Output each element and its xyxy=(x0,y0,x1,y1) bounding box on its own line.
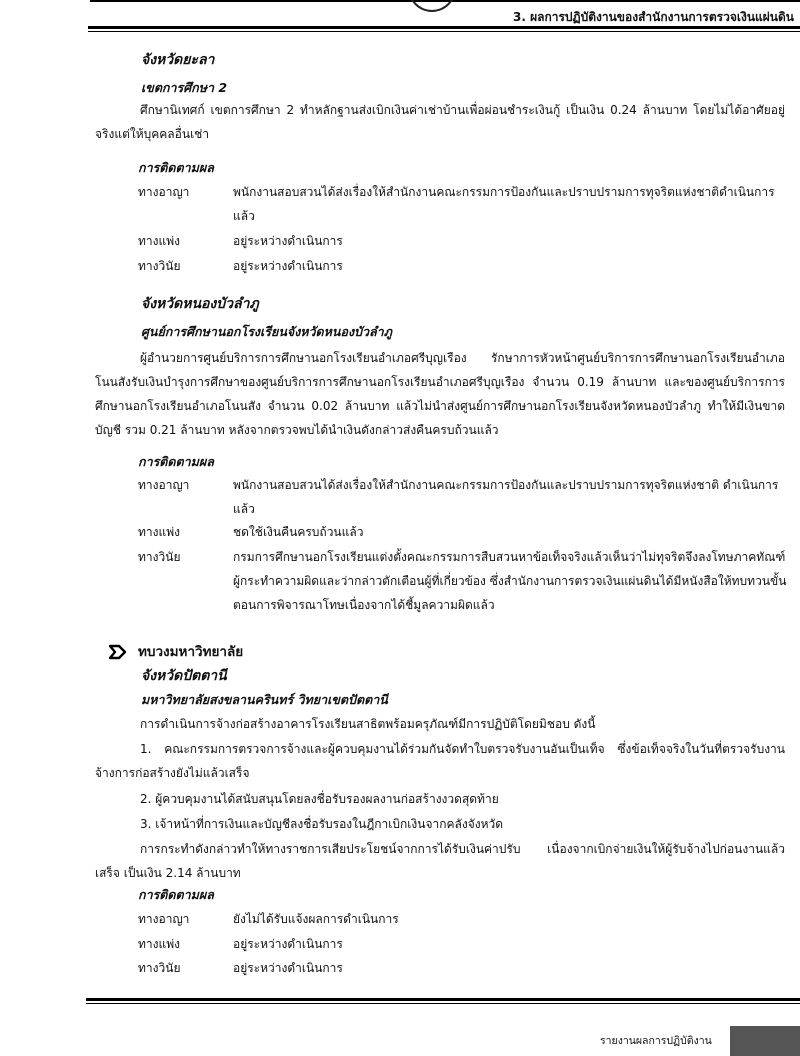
followup-heading-yala: การติดตามผล xyxy=(138,160,214,175)
followup-heading-nongbua: การติดตามผล xyxy=(138,454,214,469)
followup-value: พนักงานสอบสวนได้ส่งเรื่องให้สำนักงานคณะกรรมการป้องกันและปราบปรามการทุจริตแห่งชาติดำเนินการแล้ว xyxy=(233,185,775,223)
unit-heading-nongbua: ศูนย์การศึกษานอกโรงเรียนจังหวัดหนองบัวลำภู xyxy=(141,324,392,339)
province-heading-pattani: จังหวัดปัตตานี xyxy=(141,668,227,684)
section-heading-university-affairs xyxy=(108,640,243,664)
followup-item-disciplinary xyxy=(138,254,788,278)
followup-label: ทางแพ่ง xyxy=(138,525,181,539)
followup-label: ทางอาญา xyxy=(138,478,190,492)
header-rule xyxy=(88,26,800,29)
followup-label: ทางวินัย xyxy=(138,961,181,975)
province-heading-nongbua: จังหวัดหนองบัวลำภู xyxy=(141,296,259,312)
followup-item-disciplinary xyxy=(138,956,788,980)
followup-value: อยู่ระหว่างดำเนินการ xyxy=(233,234,343,248)
followup-label: ทางแพ่ง xyxy=(138,937,181,951)
followup-label: ทางอาญา xyxy=(138,912,190,926)
followup-item-criminal xyxy=(138,473,788,521)
numbered-item-3: 3. เจ้าหน้าที่การเงินและบัญชีลงชื่อรับรองในฎีกาเบิกเงินจากคลังจังหวัด xyxy=(140,817,504,831)
followup-value: อยู่ระหว่างดำเนินการ xyxy=(233,961,343,975)
followup-value: กรมการศึกษานอกโรงเรียนแต่งตั้งคณะกรรมการสืบสวนหาข้อเท็จจริงแล้วเห็นว่าไม่ทุจริตจึงลงโทษภาคทัณฑ์ผู้กระทำความผิดและว่ากล่าวตักเตือนผู้ที่เกี่ยวข้อง ซึ่งสำนักงานการตรวจเงินแผ่นดินได้มีหนังสือให้ทบทวนขั้นตอนการพิจารณาโทษเนื่องจากได้ชี้มูลความผิดแล้ว xyxy=(233,550,787,612)
province-heading-yala: จังหวัดยะลา xyxy=(141,52,215,68)
numbered-item-1: 1. คณะกรรมการตรวจการจ้างและผู้ควบคุมงานได้ร่วมกันจัดทำใบตรวจรับงานอันเป็นเท็จ ซึ่งข้อเท็จจริงในวันที่ตรวจรับงานจ้างการก่อสร้างยังไม่แล้วเสร็จ xyxy=(95,742,785,780)
intro-paragraph-pattani: การดำเนินการจ้างก่อสร้างอาคารโรงเรียนสาธิตพร้อมครุภัณฑ์มีการปฏิบัติโดยมิชอบ ดังนี้ xyxy=(140,717,596,731)
footer-rule-thin xyxy=(86,1003,800,1004)
followup-label: ทางอาญา xyxy=(138,185,190,199)
footer-text: รายงานผลการปฏิบัติงาน xyxy=(600,1035,712,1047)
followup-item-civil xyxy=(138,520,788,544)
followup-item-disciplinary xyxy=(138,545,788,617)
followup-item-civil xyxy=(138,932,788,956)
body-paragraph-nongbua: ผู้อำนวยการศูนย์บริการการศึกษานอกโรงเรียนอำเภอศรีบุญเรือง รักษาการหัวหน้าศูนย์บริการการศึกษานอกโรงเรียนอำเภอโนนสังรับเงินบำรุงการศึกษาของศูนย์บริการการศึกษานอกโรงเรียนอำเภอศรีบุญเรือง จำนวน 0.19 ล้านบาท และของศูนย์บริการการศึกษานอกโรงเรียนอำเภอโนนสัง จำนวน 0.02 ล้านบาท แล้วไม่นำส่งศูนย์การศึกษานอกโรงเรียนจังหวัดหนองบัวลำภู ทำให้มีเงินขาดบัญชี รวม 0.21 ล้านบาท หลังจากตรวจพบได้นำเงินดังกล่าวส่งคืนครบถ้วนแล้ว xyxy=(95,351,785,437)
numbered-item-2: 2. ผู้ควบคุมงานได้สนับสนุนโดยลงชื่อรับรองผลงานก่อสร้างงวดสุดท้าย xyxy=(140,792,499,806)
followup-value: พนักงานสอบสวนได้ส่งเรื่องให้สำนักงานคณะกรรมการป้องกันและปราบปรามการทุจริตแห่งชาติ ดำเนินการแล้ว xyxy=(233,478,779,516)
followup-value: อยู่ระหว่างดำเนินการ xyxy=(233,937,343,951)
followup-value: ยังไม่ได้รับแจ้งผลการดำเนินการ xyxy=(233,912,399,926)
followup-heading-pattani: การติดตามผล xyxy=(138,887,214,902)
footer-tab-block xyxy=(730,1026,800,1056)
followup-value: ชดใช้เงินคืนครบถ้วนแล้ว xyxy=(233,525,364,539)
body-paragraph-yala: ศึกษานิเทศก์ เขตการศึกษา 2 ทำหลักฐานส่งเบิกเงินค่าเช่าบ้านเพื่อผ่อนชำระเงินกู้ เป็นเงิน 0.24 ล้านบาท โดยไม่ได้อาศัยอยู่จริงแต่ให้บุคคลอื่นเช่า xyxy=(95,103,785,141)
header-title: 3. ผลการปฏิบัติงานของสำนักงานการตรวจเงินแผ่นดิน xyxy=(513,10,794,24)
followup-item-criminal xyxy=(138,180,788,228)
followup-label: ทางวินัย xyxy=(138,550,181,564)
conclusion-paragraph-pattani: การกระทำดังกล่าวทำให้ทางราชการเสียประโยชน์จากการได้รับเงินค่าปรับ เนื่องจากเบิกจ่ายเงินให้ผู้รับจ้างไปก่อนงานแล้วเสร็จ เป็นเงิน 2.14 ล้านบาท xyxy=(95,842,785,880)
followup-item-civil xyxy=(138,229,788,253)
header-rule-thin xyxy=(88,31,800,32)
followup-item-criminal xyxy=(138,907,788,931)
footer-rule xyxy=(86,998,800,1001)
followup-label: ทางแพ่ง xyxy=(138,234,181,248)
followup-value: อยู่ระหว่างดำเนินการ xyxy=(233,259,343,273)
arrow-bullet-icon xyxy=(108,644,128,660)
followup-label: ทางวินัย xyxy=(138,259,181,273)
unit-heading-pattani: มหาวิทยาลัยสงขลานครินทร์ วิทยาเขตปัตตานี xyxy=(141,692,388,707)
unit-heading-yala: เขตการศึกษา 2 xyxy=(141,80,228,95)
emblem-logo xyxy=(408,0,456,12)
section-label: ทบวงมหาวิทยาลัย xyxy=(138,644,244,660)
